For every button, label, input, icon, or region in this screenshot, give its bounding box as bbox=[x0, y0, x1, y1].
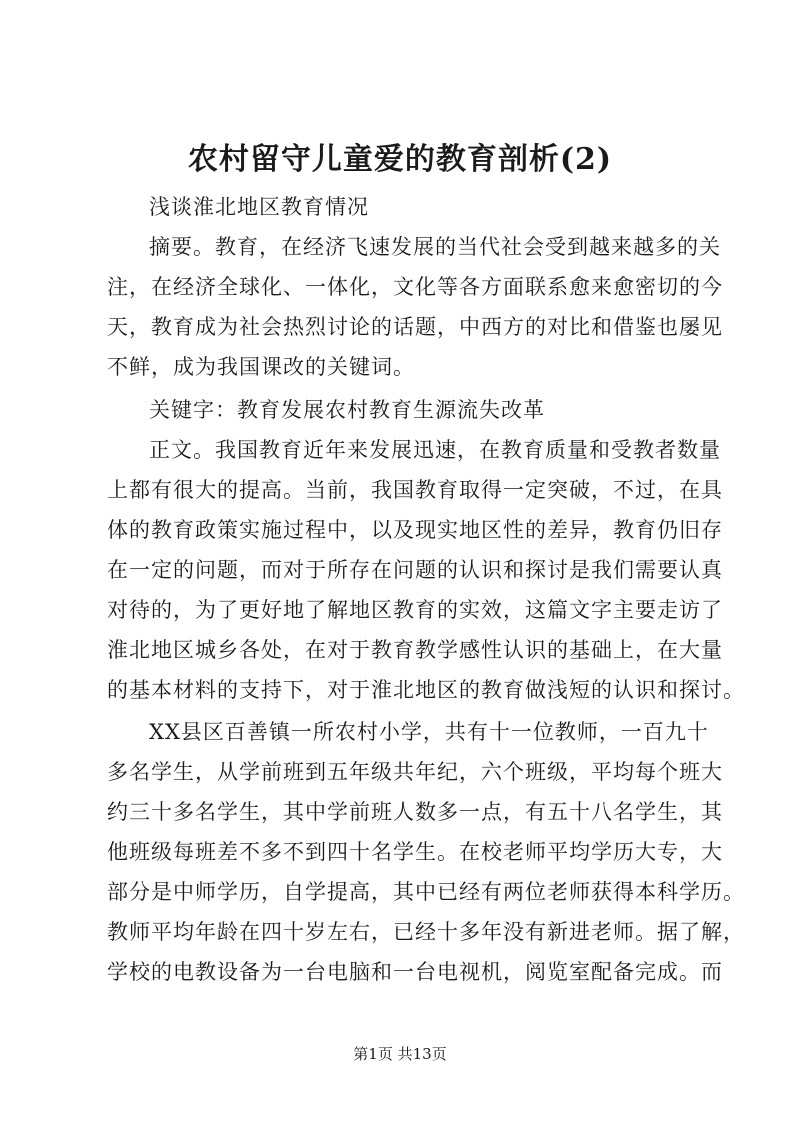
page-number: 第1页 共13页 bbox=[353, 1045, 447, 1063]
body-line: 正文。我国教育近年来发展迅速，在教育质量和受教者数量 bbox=[149, 438, 721, 462]
subtitle-line: 浅谈淮北地区教育情况 bbox=[149, 195, 369, 219]
body-line: 多名学生，从学前班到五年级共年纪，六个班级，平均每个班大 bbox=[107, 760, 723, 784]
abstract-line: 不鲜，成为我国课改的关键词。 bbox=[107, 355, 415, 379]
body-line: 淮北地区城乡各处，在对于教育教学感性认识的基础上，在大量 bbox=[107, 638, 723, 662]
abstract-line: 注，在经济全球化、一体化，文化等各方面联系愈来愈密切的今 bbox=[107, 275, 723, 299]
page-title: 农村留守儿童爱的教育剖析(2) bbox=[187, 142, 613, 177]
keywords-line: 关键字：教育发展农村教育生源流失改革 bbox=[149, 398, 545, 422]
body-line: 上都有很大的提高。当前，我国教育取得一定突破，不过，在具 bbox=[107, 478, 723, 502]
body-line: 对待的，为了更好地了解地区教育的实效，这篇文字主要走访了 bbox=[107, 598, 723, 622]
body-line: 教师平均年龄在四十岁左右，已经十多年没有新进老师。据了解， bbox=[107, 920, 745, 944]
abstract-line: 天，教育成为社会热烈讨论的话题，中西方的对比和借鉴也屡见 bbox=[107, 315, 723, 339]
body-line: 部分是中师学历，自学提高，其中已经有两位老师获得本科学历。 bbox=[107, 880, 745, 904]
body-line: 体的教育政策实施过程中，以及现实地区性的差异，教育仍旧存 bbox=[107, 518, 723, 542]
body-line: 学校的电教设备为一台电脑和一台电视机，阅览室配备完成。而 bbox=[107, 960, 723, 984]
abstract-line: 摘要。教育，在经济飞速发展的当代社会受到越来越多的关 bbox=[149, 235, 721, 259]
body-line: 的基本材料的支持下，对于淮北地区的教育做浅短的认识和探讨。 bbox=[107, 678, 745, 702]
body-line: 约三十多名学生，其中学前班人数多一点，有五十八名学生，其 bbox=[107, 800, 723, 824]
body-line: 在一定的问题，而对于所存在问题的认识和探讨是我们需要认真 bbox=[107, 558, 723, 582]
body-line: 他班级每班差不多不到四十名学生。在校老师平均学历大专，大 bbox=[107, 840, 723, 864]
body-line: XX县区百善镇一所农村小学，共有十一位教师，一百九十 bbox=[149, 720, 709, 744]
